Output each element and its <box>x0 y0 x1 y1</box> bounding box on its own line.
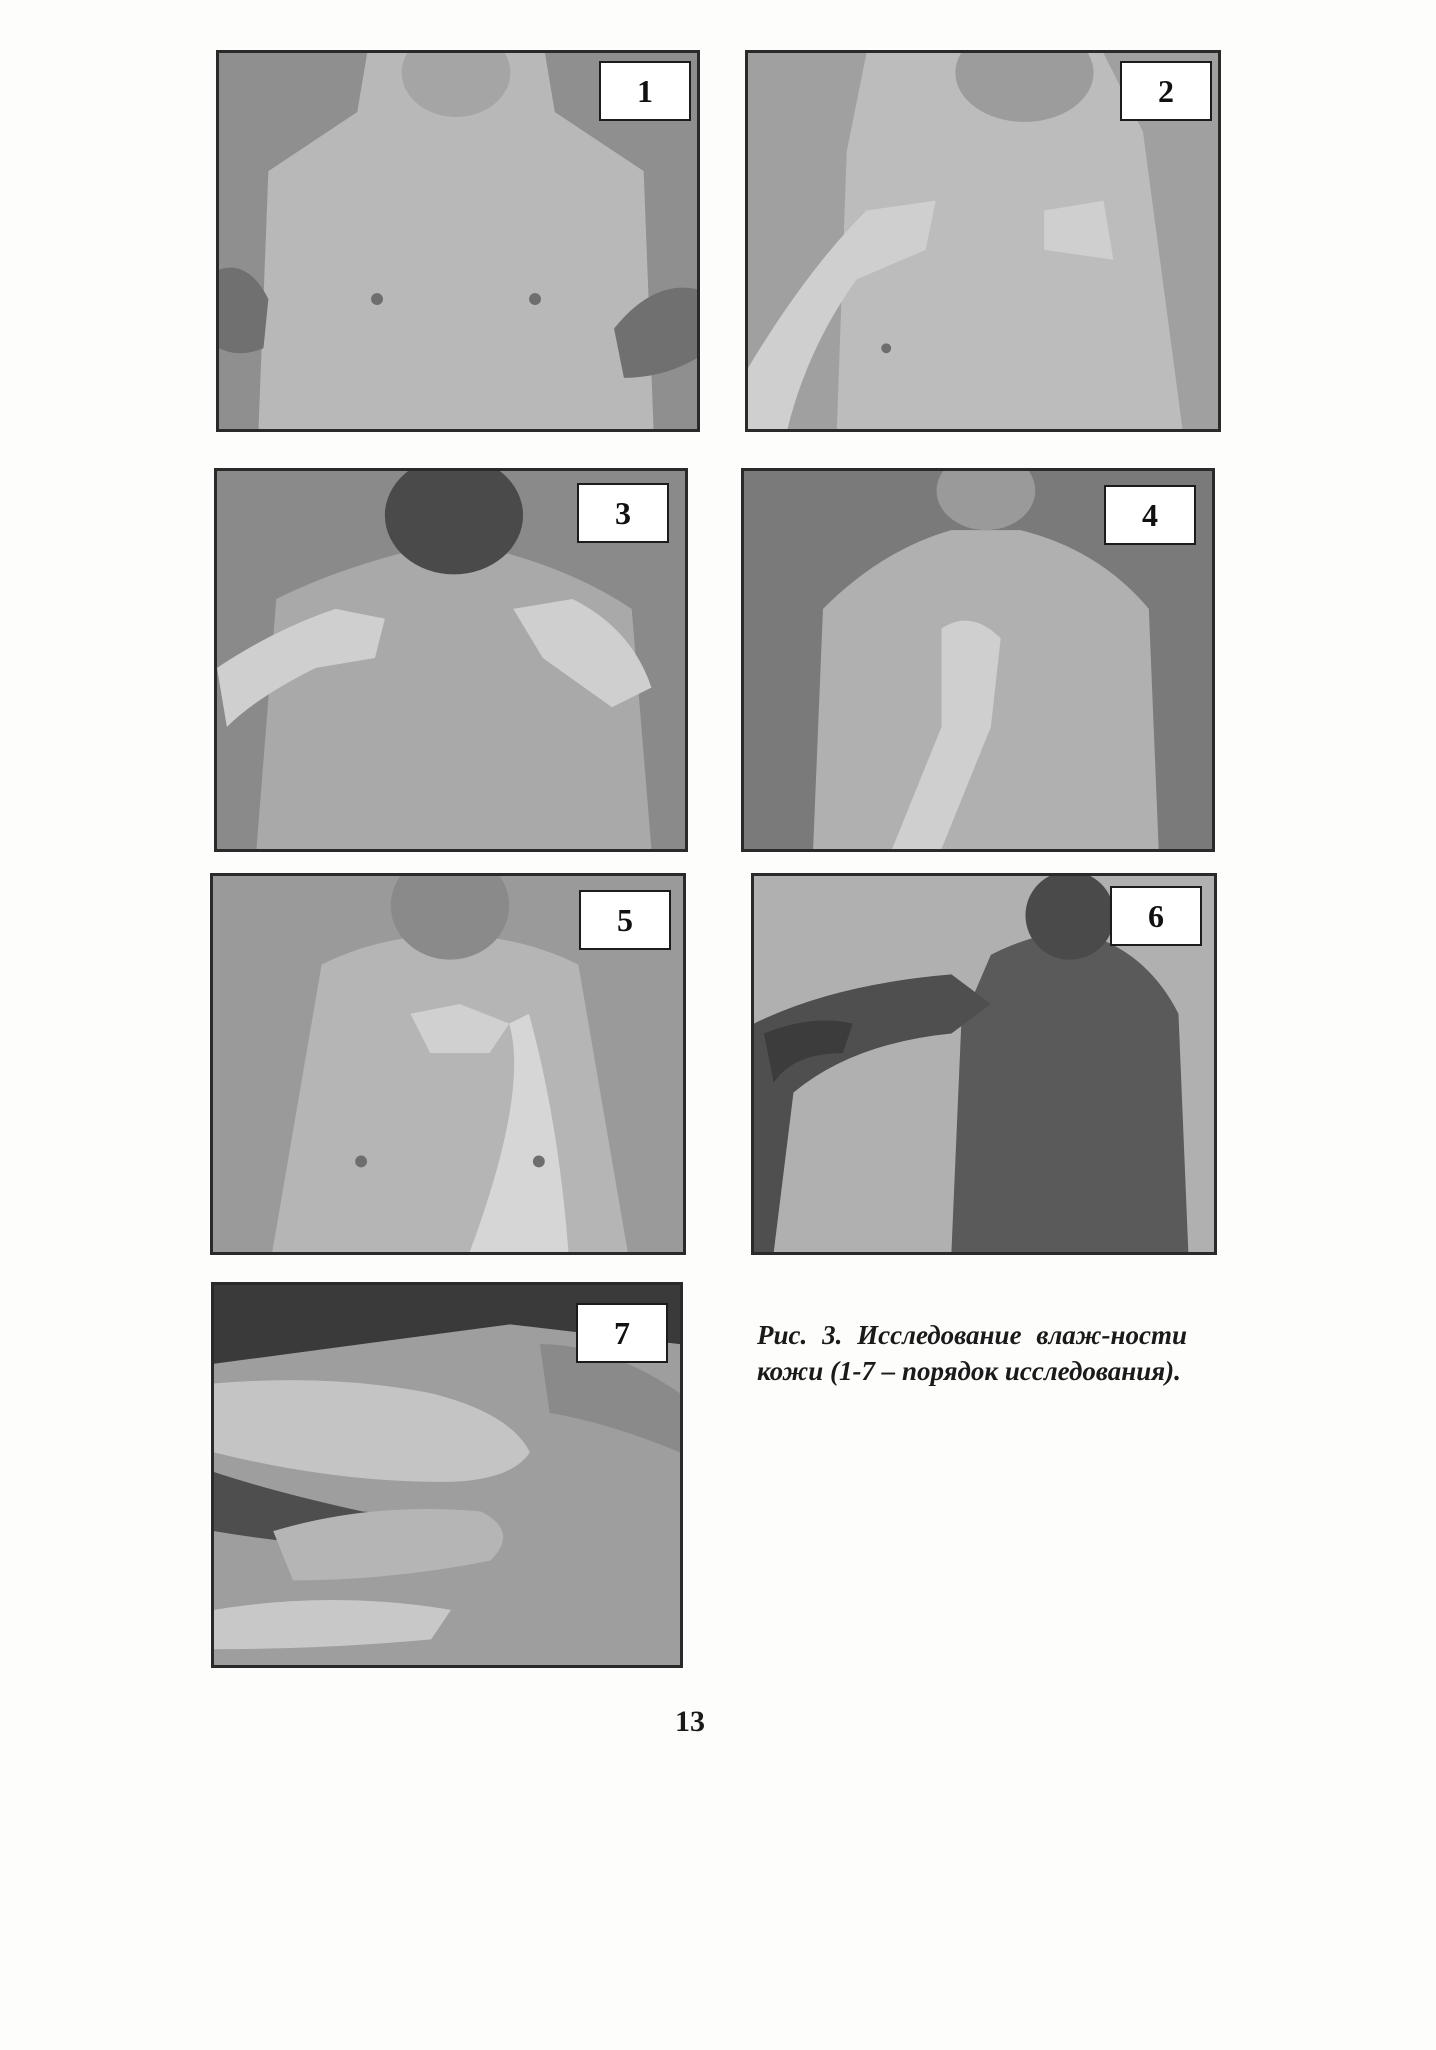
photo-number-6: 6 <box>1110 886 1202 946</box>
photo-number-3: 3 <box>577 483 669 543</box>
photo-number-4: 4 <box>1104 485 1196 545</box>
figure-photo-1 <box>216 50 700 432</box>
figure-photo-5 <box>210 873 686 1255</box>
page-number: 13 <box>675 1705 705 1738</box>
photo-number-5: 5 <box>579 890 671 950</box>
figure-caption: Рис. 3. Исследование влаж-ности кожи (1-7 – порядок исследования). <box>757 1320 1187 1386</box>
photo-number-2: 2 <box>1120 61 1212 121</box>
figure-photo-2 <box>745 50 1221 432</box>
photo-number-1: 1 <box>599 61 691 121</box>
figure-photo-7 <box>211 1282 683 1668</box>
figure-photo-3 <box>214 468 688 852</box>
figure-photo-6 <box>751 873 1217 1255</box>
figure-photo-4 <box>741 468 1215 852</box>
photo-number-7: 7 <box>576 1303 668 1363</box>
